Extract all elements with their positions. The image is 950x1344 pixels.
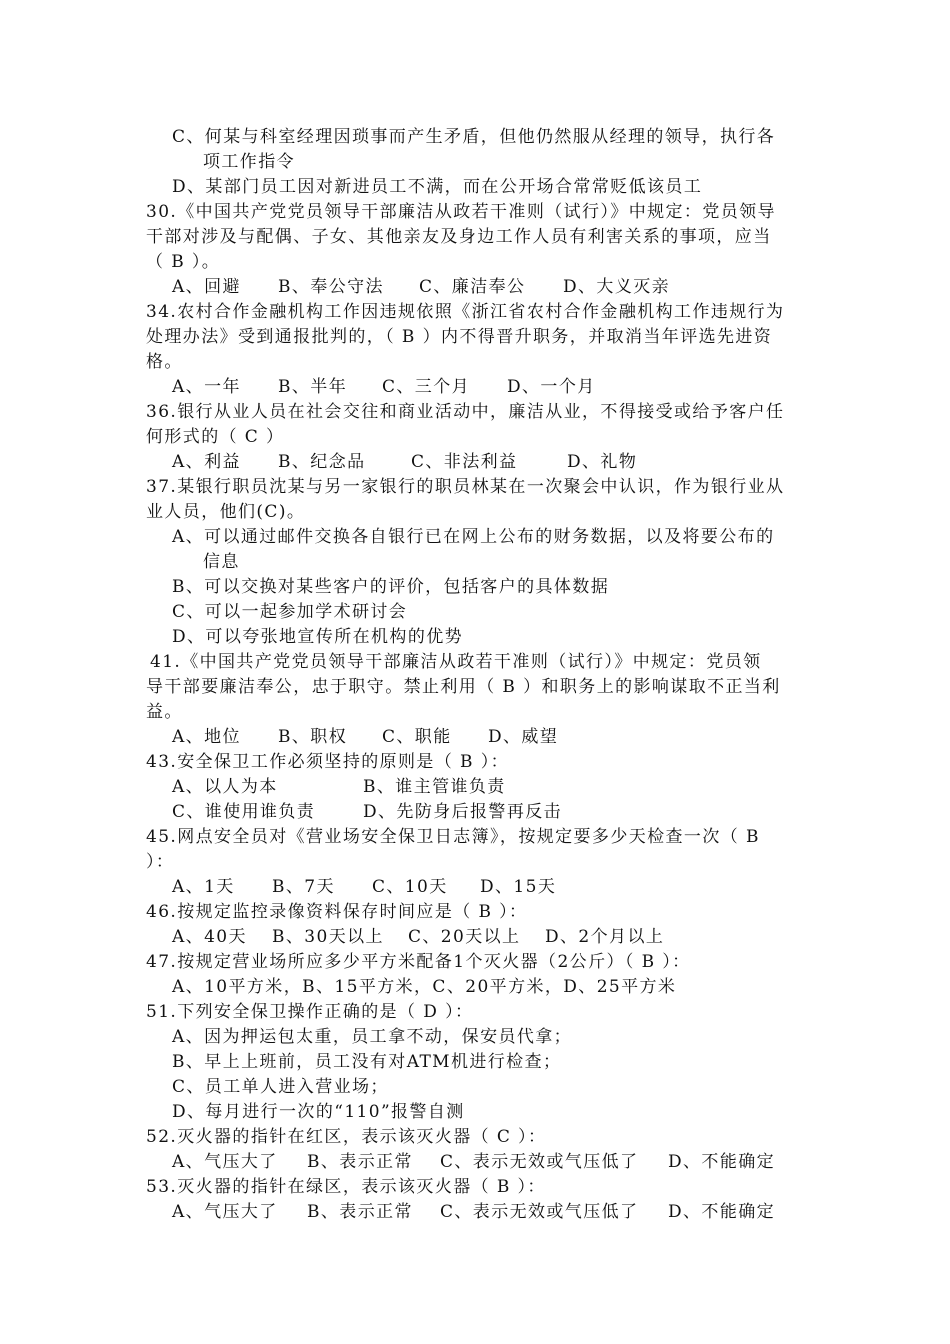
option-text: C、员工单人进入营业场； [172,1077,389,1097]
option: A、回避 [172,277,241,297]
question-51: 51.下列安全保卫操作正确的是（ D ）： [146,1002,474,1022]
question-41-line-3: 益。 [146,702,183,722]
option: D、大义灭亲 [563,277,671,297]
option-text: B、可以交换对某些客户的评价，包括客户的具体数据 [172,577,610,597]
option: C、职能 [382,727,452,747]
option: D、先防身后报警再反击 [363,802,563,822]
question-41: 41.《中国共产党党员领导干部廉洁从政若干准则（试行）》中规定：党员领 [150,652,762,672]
option: A、40天 [172,927,247,947]
option: C、廉洁奉公 [419,277,526,297]
option-text: A、因为押运包太重，员工拿不动，保安员代拿； [172,1027,573,1047]
question-37: 37.某银行职员沈某与另一家银行的职员林某在一次聚会中认识，作为银行业从 [146,477,785,497]
option: C、非法利益 [411,452,518,472]
option: B、表示正常 [307,1202,413,1222]
option: C、20天以上 [408,927,521,947]
option: A、1天 [172,877,235,897]
question-43: 43.安全保卫工作必须坚持的原则是（ B ）： [146,752,510,772]
question-52: 52.灭火器的指针在红区，表示该灭火器（ C ）： [146,1127,547,1147]
option: D、不能确定 [668,1202,776,1222]
option: D、威望 [488,727,559,747]
question-30-line-2: 干部对涉及与配偶、子女、其他亲友及身边工作人员有利害关系的事项，应当 [146,227,772,247]
option: D、2个月以上 [545,927,665,947]
option-text: D、每月进行一次的“110”报警自测 [172,1102,465,1122]
option: A、一年 [172,377,241,397]
question-45: 45.网点安全员对《营业场安全保卫日志簿》，按规定要多少天检查一次（ B [146,827,760,847]
option-continuation: 项工作指令 [203,152,295,172]
option: B、半年 [278,377,348,397]
question-34-line-3: 格。 [146,352,183,372]
option: D、一个月 [507,377,596,397]
question-41-line-2: 导干部要廉洁奉公，忠于职守。禁止利用（ B ）和职务上的影响谋取不正当利 [146,677,781,697]
option-text: B、早上上班前，员工没有对ATM机进行检查； [172,1052,562,1072]
option: B、谁主管谁负责 [363,777,506,797]
option: B、奉公守法 [278,277,384,297]
question-47: 47.按规定营业场所应多少平方米配备1个灭火器（2公斤）（ B ）： [146,952,691,972]
question-37-line-2: 业人员，他们(C)。 [146,502,306,522]
option: C、表示无效或气压低了 [440,1202,639,1222]
question-36-line-2: 何形式的（ C ） [146,427,285,447]
option: A、利益 [172,452,241,472]
question-45-line-2: ）： [146,852,175,872]
question-30: 30.《中国共产党党员领导干部廉洁从政若干准则（试行）》中规定：党员领导 [146,202,776,222]
option-continuation: 信息 [203,552,240,572]
option-text: C、可以一起参加学术研讨会 [172,602,408,622]
option: A、地位 [172,727,241,747]
option-text: C、何某与科室经理因琐事而产生矛盾，但他仍然服从经理的领导，执行各 [172,127,776,147]
question-34-line-2: 处理办法》受到通报批判的，（ B ）内不得晋升职务，并取消当年评选先进资 [146,327,773,347]
option: A、以人为本 [172,777,278,797]
option-text: A、10平方米，B、15平方米，C、20平方米，D、25平方米 [172,977,677,997]
option: B、纪念品 [278,452,366,472]
question-30-line-3: （ B ）。 [146,252,221,272]
option: B、30天以上 [272,927,384,947]
option-text: A、可以通过邮件交换各自银行已在网上公布的财务数据，以及将要公布的 [172,527,775,547]
option: D、15天 [480,877,557,897]
option: A、气压大了 [172,1152,278,1172]
option: B、表示正常 [307,1152,413,1172]
question-46: 46.按规定监控录像资料保存时间应是（ B ）： [146,902,528,922]
option: C、三个月 [382,377,471,397]
option: D、不能确定 [668,1152,776,1172]
question-53: 53.灭火器的指针在绿区，表示该灭火器（ B ）： [146,1177,546,1197]
option-text: D、可以夸张地宣传所在机构的优势 [172,627,464,647]
option: A、气压大了 [172,1202,278,1222]
question-36: 36.银行从业人员在社会交往和商业活动中，廉洁从业，不得接受或给予客户任 [146,402,785,422]
option: D、礼物 [567,452,638,472]
option: C、谁使用谁负责 [172,802,316,822]
option: C、表示无效或气压低了 [440,1152,639,1172]
option: C、10天 [372,877,448,897]
question-34: 34.农村合作金融机构工作因违规依照《浙江省农村合作金融机构工作违规行为 [146,302,785,322]
option: B、7天 [272,877,335,897]
option: B、职权 [278,727,348,747]
option-text: D、某部门员工因对新进员工不满，而在公开场合常常贬低该员工 [172,177,703,197]
